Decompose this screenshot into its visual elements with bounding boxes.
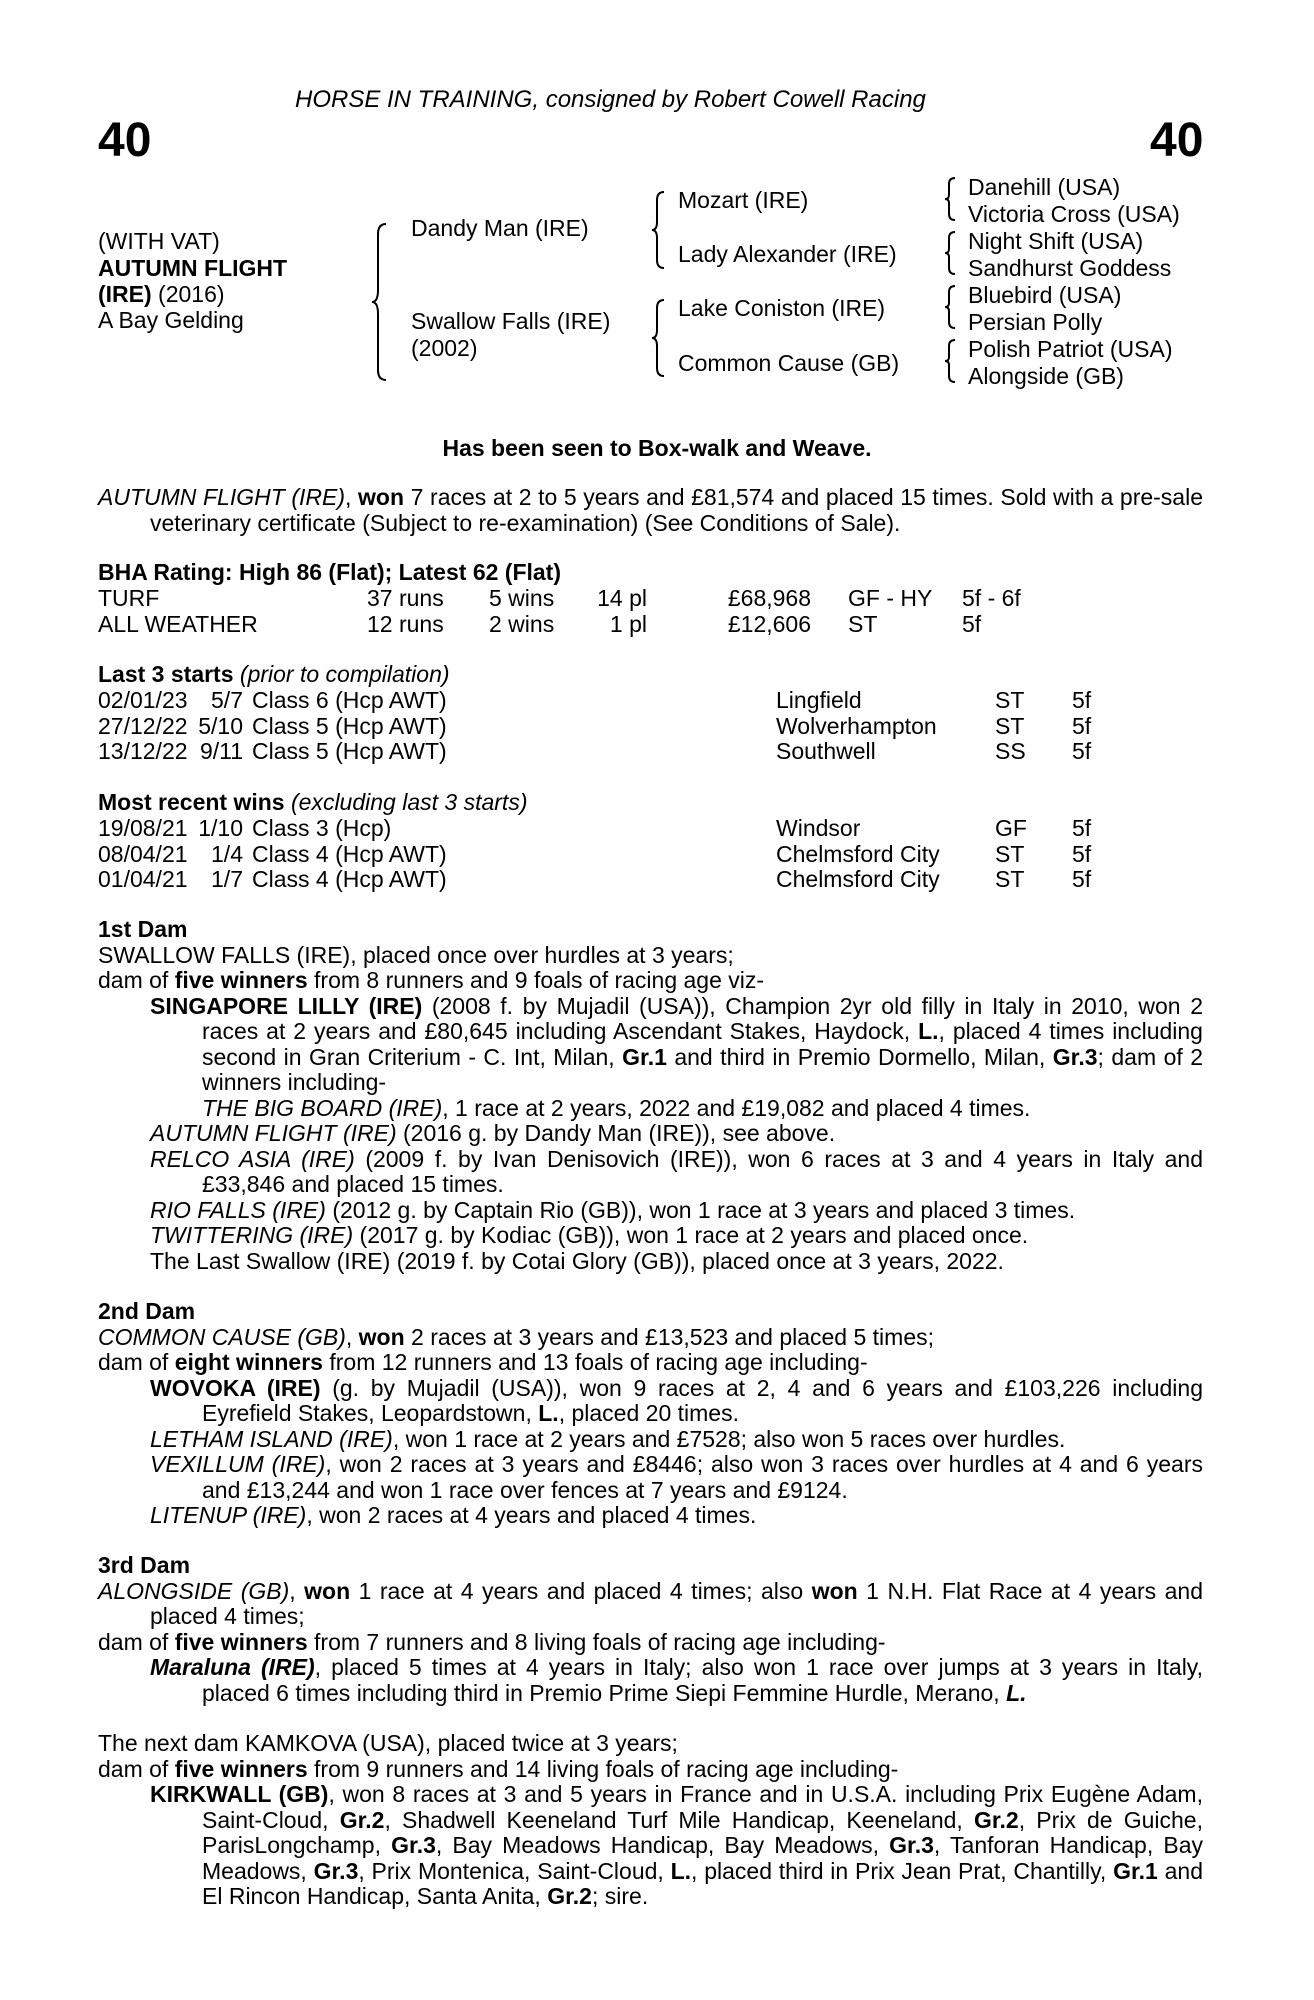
dam-name: ALONGSIDE (GB)	[98, 1577, 290, 1604]
rating-runs: 12 runs	[367, 610, 444, 637]
race-date: 13/12/22	[98, 738, 188, 764]
listed-mark: L.	[538, 1400, 559, 1426]
race-distance: 5f	[1072, 687, 1092, 713]
horse-year: (2016)	[151, 281, 225, 307]
produce-text: and El Rincon Handicap, Santa Anita,	[202, 1857, 1204, 1909]
listed-mark: L.	[670, 1857, 692, 1884]
produce-name: AUTUMN FLIGHT (IRE)	[150, 1120, 397, 1146]
horse-name-suffix	[98, 282, 225, 308]
produce-text: , Prix de Guiche, ParisLongchamp,	[202, 1806, 1203, 1858]
produce-litenup	[98, 1503, 1203, 1529]
won-mark: won	[358, 1323, 405, 1350]
race-course: Lingfield	[776, 687, 862, 713]
summary-body: 7 races at 2 to 5 years and £81,574 and placed 15 times. Sold with a pre-sale veterinary certificate (Subject to re-examination) (See Conditions of Sale).	[150, 484, 1204, 536]
dam-name: COMMON CAUSE (GB)	[98, 1323, 346, 1350]
summary-horse-name: AUTUMN FLIGHT (IRE)	[98, 484, 346, 510]
pedigree-sire-dam: Lady Alexander (IRE)	[678, 241, 897, 267]
race-date: 19/08/21	[98, 815, 188, 841]
race-going: GF	[995, 815, 1027, 841]
pedigree-dam-dam: Common Cause (GB)	[678, 350, 900, 376]
dam-text: 1 race at 4 years and placed 4 times; also	[350, 1577, 812, 1604]
produce-kirkwall	[98, 1782, 1203, 1910]
rating-distance: 5f - 6f	[962, 585, 1021, 611]
race-date: 27/12/22	[98, 712, 188, 739]
rating-placed: 14 pl	[597, 585, 647, 611]
second-dam-section	[98, 1299, 1203, 1529]
rating-row-aw	[98, 612, 1198, 638]
winners-count: five winners	[174, 1755, 308, 1782]
rating-prize: £68,968	[727, 585, 811, 611]
group-mark: Gr.1	[1113, 1857, 1158, 1884]
race-class: Class 4 (Hcp AWT)	[252, 840, 447, 867]
lot-number-left: 40	[98, 114, 152, 167]
produce-text: (2017 g. by Kodiac (GB)), won 1 race at 2 years and placed once.	[353, 1222, 1029, 1248]
rating-going: ST	[848, 610, 878, 637]
race-date: 01/04/21	[98, 866, 188, 892]
first-dam-section	[98, 917, 1203, 1274]
produce-the-big-board	[98, 1096, 1203, 1122]
produce-name: RELCO ASIA (IRE)	[150, 1145, 355, 1172]
third-dam-heading: 3rd Dam	[98, 1552, 191, 1578]
pedigree-gg3: Night Shift (USA)	[968, 228, 1144, 254]
second-dam-heading: 2nd Dam	[98, 1298, 196, 1324]
recent-row	[98, 867, 1198, 893]
produce-text: , placed third in Prix Jean Prat, Chantilly,	[691, 1857, 1114, 1884]
produce-name: RIO FALLS (IRE)	[150, 1196, 326, 1223]
group-mark: Gr.1	[622, 1043, 667, 1070]
group-mark: Gr.2	[547, 1883, 592, 1909]
pedigree-sire-sire: Mozart (IRE)	[678, 187, 809, 213]
race-course: Southwell	[776, 738, 876, 764]
produce-relco-asia	[98, 1147, 1203, 1198]
pedigree-gg2: Victoria Cross (USA)	[968, 201, 1180, 227]
winners-count: eight winners	[174, 1349, 323, 1375]
produce-text: (2008 f. by Mujadil (USA)), Champion 2yr old filly in Italy in 2010, won 2 races at 2 years and £80,645 including Ascendant Stakes, Haydock,	[202, 992, 1203, 1044]
group-mark: Gr.3	[889, 1832, 934, 1858]
produce-text: , won 2 races at 4 years and placed 4 times.	[306, 1502, 757, 1528]
dam-of-text: dam of	[98, 1349, 175, 1375]
pedigree-brace-g3	[945, 284, 957, 330]
pedigree-gg4: Sandhurst Goddess	[968, 255, 1172, 281]
last3-row	[98, 739, 1198, 765]
race-position: 5/7	[211, 687, 243, 713]
dam-of-rest: from 8 runners and 9 foals of racing age viz-	[307, 967, 765, 993]
race-distance: 5f	[1072, 840, 1092, 867]
produce-name: THE BIG BOARD (IRE)	[202, 1094, 443, 1121]
dam-text: 2 races at 3 years and £13,523 and placed 5 times;	[404, 1323, 935, 1350]
produce-text: , Shadwell Keeneland Turf Mile Handicap, Keeneland,	[384, 1806, 974, 1833]
dam-of-text: dam of	[98, 967, 175, 993]
rating-placed: 1 pl	[609, 610, 647, 637]
recent-wins-table	[98, 816, 1198, 893]
bha-rating-heading: BHA Rating: High 86 (Flat); Latest 62 (Flat)	[98, 559, 561, 585]
recent-wins-heading	[98, 790, 527, 816]
race-going: ST	[995, 840, 1025, 867]
rating-prize: £12,606	[727, 610, 811, 637]
won-mark: won	[811, 1577, 858, 1604]
produce-text: , Bay Meadows Handicap, Bay Meadows,	[435, 1832, 890, 1858]
pedigree-dam: Swallow Falls (IRE)	[411, 308, 611, 334]
last3-row	[98, 688, 1198, 714]
summary-text: AUTUMN FLIGHT (IRE), won 7 races at 2 to 5 years and £81,574 and placed 15 times. Sold with a pre-sale veterinary certificate (Subject to re-examination) (See Conditions of Sale).	[98, 484, 1204, 536]
produce-autumn-flight	[98, 1121, 1203, 1147]
third-dam-section	[98, 1553, 1203, 1706]
vice-notice: Has been seen to Box-walk and Weave.	[442, 435, 872, 461]
fourth-dam-section	[98, 1731, 1203, 1910]
race-course: Chelmsford City	[776, 840, 940, 867]
race-class: Class 5 (Hcp AWT)	[252, 712, 447, 739]
race-class: Class 3 (Hcp)	[252, 815, 392, 841]
produce-text: (2016 g. by Dandy Man (IRE)), see above.	[396, 1120, 836, 1146]
pedigree-brace-main	[372, 222, 388, 382]
produce-the-last-swallow: The Last Swallow (IRE) (2019 f. by Cotai Glory (GB)), placed once at 3 years, 2022.	[150, 1247, 1004, 1274]
group-mark: Gr.3	[1052, 1043, 1098, 1070]
produce-text: , won 8 races at 3 and 5 years in France and in U.S.A. including Prix Eugène Adam, Saint-Cloud,	[202, 1781, 1203, 1833]
produce-text: , won 1 race at 2 years and £7528; also won 5 races over hurdles.	[392, 1425, 1066, 1452]
race-going: ST	[995, 687, 1025, 713]
group-mark: Gr.2	[339, 1806, 385, 1833]
dam-text: 1 N.H. Flat Race at 4 years and placed 4 times;	[150, 1577, 1203, 1629]
recent-row	[98, 816, 1198, 842]
horse-description: A Bay Gelding	[98, 307, 244, 333]
second-dam-produce-intro	[98, 1350, 1203, 1376]
produce-name: TWITTERING (IRE)	[150, 1222, 354, 1248]
pedigree-brace-g4	[945, 338, 957, 384]
consignment-line: HORSE IN TRAINING, consigned by Robert Cowell Racing	[295, 86, 926, 113]
pedigree-brace-sire	[652, 190, 666, 270]
rating-runs: 37 runs	[367, 585, 444, 611]
produce-text: , placed 4 times including second in Gran Criterium - C. Int, Milan,	[202, 1018, 1203, 1070]
dam-of-text: dam of	[98, 1755, 175, 1782]
recent-row	[98, 842, 1198, 868]
race-going: SS	[995, 738, 1026, 764]
group-mark: Gr.3	[313, 1857, 359, 1884]
pedigree-dam-sire: Lake Coniston (IRE)	[678, 295, 886, 321]
rating-distance: 5f	[962, 610, 982, 637]
vat-label: (WITH VAT)	[98, 228, 220, 254]
produce-singapore-lilly	[98, 994, 1203, 1096]
produce-text: and third in Premio Dormello, Milan,	[666, 1043, 1053, 1070]
rating-surface: ALL WEATHER	[98, 610, 258, 637]
summary-won: won	[358, 484, 405, 510]
race-distance: 5f	[1072, 815, 1092, 841]
lot-number-right: 40	[1150, 114, 1204, 167]
group-mark: Gr.2	[973, 1806, 1019, 1833]
race-position: 9/11	[199, 738, 243, 764]
produce-text: (g. by Mujadil (USA)), won 9 races at 2, 4 and 6 years and £103,226 including Eyrefield Stakes, Leopardstown,	[202, 1374, 1204, 1426]
summary-paragraph	[98, 485, 1203, 536]
group-mark: Gr.3	[391, 1832, 436, 1858]
last3-table	[98, 688, 1198, 765]
produce-text: ; sire.	[591, 1883, 649, 1909]
pedigree-gg8: Alongside (GB)	[968, 363, 1124, 389]
first-dam-line: SWALLOW FALLS (IRE), placed once over hurdles at 3 years;	[98, 941, 734, 968]
dam-of-rest: from 12 runners and 13 foals of racing age including-	[322, 1349, 868, 1375]
rating-table	[98, 586, 1198, 637]
produce-letham-island	[98, 1427, 1203, 1453]
last3-row	[98, 714, 1198, 740]
rating-wins: 5 wins	[489, 585, 555, 611]
race-course: Wolverhampton	[776, 712, 937, 739]
race-going: ST	[995, 712, 1025, 739]
produce-name: LETHAM ISLAND (IRE)	[150, 1425, 393, 1452]
produce-text: , won 2 races at 3 years and £8446; also won 3 races over hurdles at 4 and 6 years and £13,244 and won 1 race over fences at 7 years and £9124.	[202, 1451, 1203, 1503]
produce-name: LITENUP (IRE)	[150, 1502, 307, 1528]
produce-rio-falls	[98, 1198, 1203, 1224]
winners-count: five winners	[174, 967, 308, 993]
fourth-dam-line: The next dam KAMKOVA (USA), placed twice at 3 years;	[98, 1730, 678, 1756]
pedigree-brace-g2	[945, 230, 957, 276]
rating-wins: 2 wins	[489, 610, 555, 637]
rating-row-turf	[98, 586, 1198, 612]
dam-of-text: dam of	[98, 1628, 175, 1655]
listed-mark: L.	[1006, 1679, 1027, 1706]
last3-title: Last 3 starts	[98, 661, 234, 687]
race-class: Class 6 (Hcp AWT)	[252, 687, 447, 713]
rating-going: GF - HY	[848, 585, 933, 611]
race-position: 1/7	[211, 866, 243, 892]
produce-maraluna	[98, 1655, 1203, 1706]
third-dam-produce-intro	[98, 1630, 1203, 1656]
produce-text: , 1 race at 2 years, 2022 and £19,082 and placed 4 times.	[442, 1094, 1031, 1121]
dam-of-rest: from 9 runners and 14 living foals of racing age including-	[307, 1755, 899, 1782]
horse-name: AUTUMN FLIGHT	[98, 255, 288, 281]
recent-wins-note: (excluding last 3 starts)	[284, 789, 528, 815]
race-distance: 5f	[1072, 866, 1092, 892]
produce-text: (2012 g. by Captain Rio (GB)), won 1 race at 3 years and placed 3 times.	[325, 1196, 1076, 1223]
race-distance: 5f	[1072, 712, 1092, 739]
rating-surface: TURF	[98, 585, 160, 611]
produce-text: , Prix Montenica, Saint-Cloud,	[358, 1857, 671, 1884]
first-dam-heading: 1st Dam	[98, 916, 188, 942]
pedigree-sire: Dandy Man (IRE)	[411, 215, 589, 241]
third-dam-line: ALONGSIDE (GB), won 1 race at 4 years and placed 4 times; also won 1 N.H. Flat Race at 4 years and placed 4 times;	[98, 1577, 1203, 1629]
pedigree-gg1: Danehill (USA)	[968, 174, 1121, 200]
last3-heading	[98, 662, 450, 688]
second-dam-line: COMMON CAUSE (GB), won 2 races at 3 years and £13,523 and placed 5 times;	[98, 1323, 935, 1350]
race-date: 02/01/23	[98, 687, 188, 713]
horse-country: (IRE)	[98, 281, 152, 307]
produce-text: , placed 5 times at 4 years in Italy; also won 1 race over jumps at 3 years in Italy, placed 6 times including third in Premio Prime Siepi Femmine Hurdle, Merano,	[202, 1654, 1203, 1706]
last3-note: (prior to compilation)	[233, 661, 450, 687]
race-course: Chelmsford City	[776, 866, 940, 892]
race-position: 1/10	[198, 815, 243, 841]
pedigree-dam-year: (2002)	[411, 335, 478, 361]
produce-vexillum	[98, 1452, 1203, 1503]
winners-count: five winners	[174, 1628, 308, 1655]
produce-text: ; dam of 2 winners including-	[202, 1043, 1203, 1095]
pedigree-brace-g1	[945, 176, 957, 222]
race-distance: 5f	[1072, 738, 1092, 764]
produce-twittering	[98, 1223, 1203, 1249]
listed-mark: L.	[918, 1018, 939, 1044]
produce-text: , placed 20 times.	[558, 1400, 739, 1426]
produce-text: , Tanforan Handicap, Bay Meadows,	[202, 1832, 1203, 1884]
race-class: Class 5 (Hcp AWT)	[252, 738, 447, 764]
dam-of-rest: from 7 runners and 8 living foals of racing age including-	[307, 1628, 886, 1655]
won-mark: won	[304, 1577, 351, 1604]
produce-name: WOVOKA (IRE)	[150, 1374, 321, 1401]
pedigree-gg7: Polish Patriot (USA)	[968, 336, 1173, 362]
produce-name: VEXILLUM (IRE)	[150, 1451, 326, 1477]
race-position: 1/4	[211, 840, 243, 867]
produce-name: Maraluna (IRE)	[150, 1654, 315, 1680]
race-going: ST	[995, 866, 1025, 892]
race-date: 08/04/21	[98, 840, 188, 867]
pedigree-gg6: Persian Polly	[968, 309, 1103, 335]
race-position: 5/10	[198, 712, 243, 739]
pedigree-gg5: Bluebird (USA)	[968, 282, 1122, 308]
pedigree-brace-dam	[652, 298, 666, 378]
fourth-dam-produce-intro	[98, 1757, 1203, 1783]
produce-name: KIRKWALL (GB)	[150, 1781, 329, 1807]
recent-wins-title: Most recent wins	[98, 789, 285, 815]
produce-wovoka	[98, 1376, 1203, 1427]
race-course: Windsor	[776, 815, 861, 841]
first-dam-produce-intro	[98, 968, 1203, 994]
produce-name: SINGAPORE LILLY (IRE)	[150, 992, 423, 1019]
produce-text: (2009 f. by Ivan Denisovich (IRE)), won 6 races at 3 and 4 years in Italy and £33,846 and placed 15 times.	[202, 1145, 1203, 1197]
race-class: Class 4 (Hcp AWT)	[252, 866, 447, 892]
